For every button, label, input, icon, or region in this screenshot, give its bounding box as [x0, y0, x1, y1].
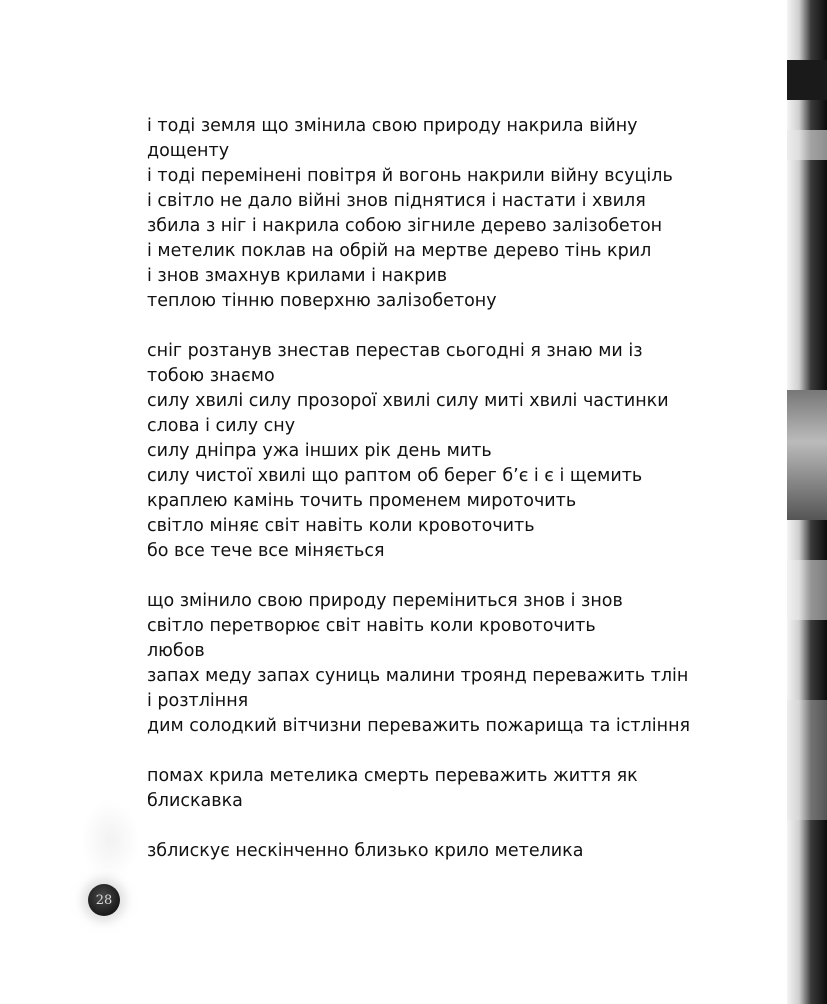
poem-line: тобою знаємо [147, 366, 275, 386]
poem-line: запах меду запах суниць малини троянд переважить тлін [147, 666, 689, 686]
poem-line: зблискує нескінченно близько крило метелика [147, 841, 584, 861]
poem-line: силу хвилі силу прозорої хвилі силу миті хвилі частинки [147, 391, 669, 411]
poem-line: і тоді земля що змінила свою природу накрила війну [147, 116, 638, 136]
poem-line: світло міняє світ навіть коли кровоточить [147, 516, 535, 536]
poem-line: і розтління [147, 691, 249, 711]
page-edge-photo-strip [787, 0, 827, 1004]
poem-line: світло перетворює світ навіть коли кровоточить [147, 616, 596, 636]
poem-text [147, 114, 707, 864]
stanza [147, 589, 707, 739]
page-number-badge [88, 884, 120, 916]
poem-line: і знов змахнув крилами і накрив [147, 266, 448, 286]
poem-line: слова і силу сну [147, 416, 296, 436]
stanza [147, 114, 707, 314]
poem-line: і тоді перемінені повітря й вогонь накрили війну всуціль [147, 166, 673, 186]
poem-line: сніг розтанув знестав перестав сьогодні я знаю ми із [147, 341, 643, 361]
poem-line: теплою тінню поверхню залізобетону [147, 291, 497, 311]
poem-line: що змінило свою природу переміниться знов і знов [147, 591, 623, 611]
poem-line: збила з ніг і накрила собою зігниле дерево залізобетон [147, 216, 663, 236]
poem-line: і світло не дало війні знов піднятися і настати і хвиля [147, 191, 646, 211]
poem-line: блискавка [147, 791, 243, 811]
poem-line: і метелик поклав на обрій на мертве дерево тінь крил [147, 241, 652, 261]
stanza [147, 764, 707, 814]
poem-line: силу чистої хвилі що раптом об берег б’є і є і щемить [147, 466, 643, 486]
poem-line: краплею камінь точить променем мироточить [147, 491, 577, 511]
poem-line: помах крила метелика смерть переважить життя як [147, 766, 638, 786]
poem-line: дощенту [147, 141, 230, 161]
stanza [147, 339, 707, 564]
scan-smudge [80, 800, 140, 880]
poem-line: силу дніпра ужа інших рік день мить [147, 441, 492, 461]
page-number: 28 [95, 892, 113, 908]
poem-line: дим солодкий вітчизни переважить пожарища та істління [147, 716, 691, 736]
poem-line: любов [147, 641, 205, 661]
poem-line: бо все тече все міняється [147, 541, 385, 561]
stanza [147, 839, 707, 864]
